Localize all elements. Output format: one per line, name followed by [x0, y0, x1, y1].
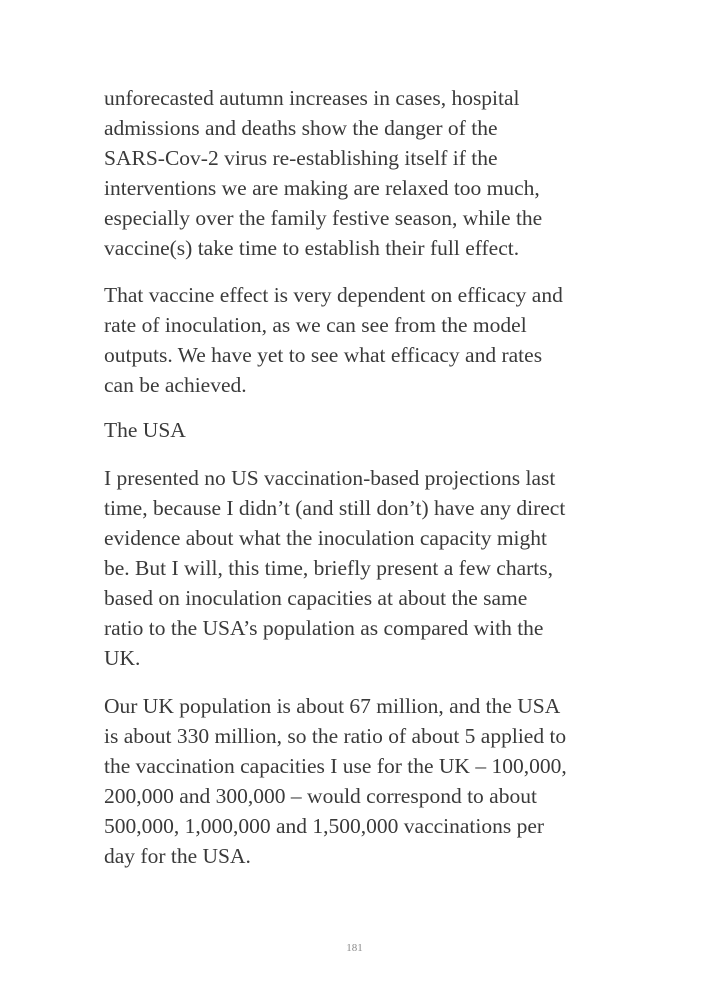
text-line	[104, 613, 605, 643]
paragraph-vaccine-effect	[104, 280, 605, 400]
line-text: unforecasted autumn increases in cases, hospital	[104, 86, 520, 110]
line-text: be. But I will, this time, briefly present a few charts,	[104, 556, 553, 580]
line-text: ratio to the USA’s population as compared with the	[104, 616, 544, 640]
text-line	[104, 493, 605, 523]
line-text: the vaccination capacities I use for the UK – 100,000,	[104, 754, 567, 778]
text-line	[104, 83, 605, 113]
text-line	[104, 751, 605, 781]
paragraph-us-projections	[104, 463, 605, 673]
text-line	[104, 173, 605, 203]
line-text: Our UK population is about 67 million, and the USA	[104, 694, 561, 718]
line-text: rate of inoculation, as we can see from the model	[104, 313, 527, 337]
text-line	[104, 811, 605, 841]
line-text: interventions we are making are relaxed too much,	[104, 176, 540, 200]
line-text: SARS-Cov-2 virus re-establishing itself if the	[104, 146, 498, 170]
line-text: evidence about what the inoculation capacity might	[104, 526, 547, 550]
line-text: time, because I didn’t (and still don’t) have any direct	[104, 496, 566, 520]
line-text: vaccine(s) take time to establish their full effect.	[104, 236, 520, 260]
text-line	[104, 113, 605, 143]
line-text: That vaccine effect is very dependent on efficacy and	[104, 283, 563, 307]
line-text: especially over the family festive season, while the	[104, 206, 543, 230]
text-line	[104, 643, 605, 673]
line-text: is about 330 million, so the ratio of about 5 applied to	[104, 724, 567, 748]
paragraph-population-ratio	[104, 691, 605, 871]
text-line	[104, 203, 605, 233]
page-number: 181	[346, 942, 363, 954]
text-line	[104, 310, 605, 340]
line-text: 200,000 and 300,000 – would correspond to about	[104, 784, 537, 808]
text-line	[104, 370, 605, 400]
text-line	[104, 143, 605, 173]
text-line	[104, 691, 605, 721]
text-line	[104, 463, 605, 493]
line-text: can be achieved.	[104, 373, 247, 397]
text-line	[104, 340, 605, 370]
line-text: I presented no US vaccination-based projections last	[104, 466, 556, 490]
text-line	[104, 233, 605, 263]
text-line	[104, 523, 605, 553]
text-line	[104, 280, 605, 310]
text-line	[104, 841, 605, 871]
line-text: outputs. We have yet to see what efficacy and rates	[104, 343, 543, 367]
line-text: day for the USA.	[104, 844, 251, 868]
paragraph-autumn-increases	[104, 83, 605, 263]
text-line	[104, 721, 605, 751]
text-line	[104, 583, 605, 613]
heading-text: The USA	[104, 418, 186, 442]
text-line	[104, 553, 605, 583]
line-text: admissions and deaths show the danger of the	[104, 116, 498, 140]
text-line	[104, 415, 605, 445]
section-heading-usa	[104, 415, 605, 445]
line-text: based on inoculation capacities at about the same	[104, 586, 528, 610]
line-text: 500,000, 1,000,000 and 1,500,000 vaccinations per	[104, 814, 545, 838]
text-line	[104, 781, 605, 811]
line-text: UK.	[104, 646, 141, 670]
